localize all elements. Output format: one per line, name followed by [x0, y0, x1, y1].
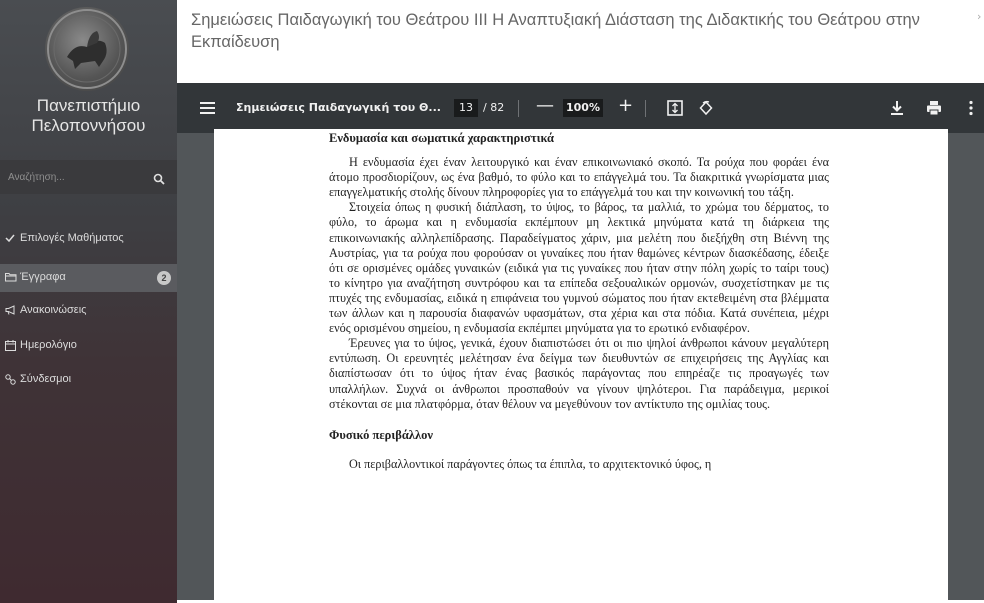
- calendar-icon: [5, 340, 16, 354]
- megaphone-icon: [5, 305, 17, 318]
- section-heading: Ενδυμασία και σωματικά χαρακτηριστικά: [329, 131, 555, 145]
- pdf-viewer: [177, 83, 984, 600]
- menu-icon[interactable]: [200, 100, 216, 119]
- paragraph: Η ενδυμασία έχει έναν λειτουργικό και έναν επικοινωνιακό σκοπό. Τα ρούχα που φοράει ένα άτομο προσδιορίζουν, ως ένα βαθμό, το φύλο και το επάγγελμά του. Τα διακριτικά γνωρίσματα μιας επαγγελματικής στολής δίνουν πληροφορίες για το επάγγελμά του και την κοινωνική του τάξη.: [329, 155, 829, 200]
- download-icon[interactable]: [890, 100, 904, 120]
- sidebar: [0, 0, 177, 603]
- zoom-out-button[interactable]: —: [536, 95, 554, 116]
- more-options-icon[interactable]: [969, 100, 973, 120]
- page-title: Σημειώσεις Παιδαγωγική του Θεάτρου ΙΙΙ Η Αναπτυξιακή Διάσταση της Διδακτικής του Θεάτρου στην Εκπαίδευση: [191, 11, 920, 51]
- sidebar-item-documents[interactable]: [0, 264, 177, 292]
- sidebar-item-label: Σύνδεσμοι: [20, 373, 72, 385]
- rotate-icon[interactable]: [698, 100, 714, 120]
- sidebar-search: [0, 160, 177, 194]
- link-icon: [5, 374, 16, 388]
- paragraph: Οι περιβαλλοντικοί παράγοντες όπως τα έπιπλα, το αρχιτεκτονικό ύφος, η: [349, 456, 712, 471]
- sidebar-item-links[interactable]: [0, 366, 177, 394]
- sidebar-item-label: Επιλογές Μαθήματος: [20, 232, 124, 244]
- chevron-right-icon: ›: [977, 10, 982, 23]
- university-name-line1: Πανεπιστήμιο: [36, 96, 141, 115]
- folder-icon: [5, 272, 17, 285]
- sidebar-item-label: Ανακοινώσεις: [20, 304, 87, 316]
- paragraph: Στοιχεία όπως η φυσική διάπλαση, το ύψος, το βάρος, τα μαλλιά, το χρώμα του δέρματος, το φύλο, το άρωμα και η ενδυμασία εκπέμπουν μη λεκτικά μηνύματα κατά τη διάρκεια της επικοινωνιακής αλληλεπίδρασης. Παραδείγματος χάριν, μια μελέτη που διεξήχθη στη Βιέννη της Αυστρίας, για τα ρούχα που φορούσαν οι γυναίκες που ήταν θαμώνες κέντρων διασκέδασης, έδειξε ότι σε ορισμένες ομάδες γυναικών (ειδικά για τις γυναίκες που ήταν στην πόλη χωρίς το ταίρι τους) το κίνητρο για αναζήτηση συντρόφου και τα επίπεδα σεξουαλικών ορμονών, συσχετίστηκαν με τις πτυχές της ενδυμασίας, ειδικά η επιφάνεια του γυμνού σώματος που ήταν εκτεθειμένη στα βλέμματα των άλλων και η παρουσία διαφανών υφασμάτων, στα χέρια και στα πόδια. Κατά συνέπεια, μέχρι ενός ορισμένου σημείου, η ενδυμασία εκπέμπει μηνύματα για το ερωτικό ενδιαφέρον.: [329, 200, 829, 336]
- toolbar-divider: [518, 100, 519, 117]
- sidebar-item-label: Ημερολόγιο: [20, 339, 77, 351]
- sidebar-item-calendar[interactable]: [0, 332, 177, 360]
- zoom-input[interactable]: 100%: [563, 99, 603, 117]
- count-badge: 2: [157, 271, 171, 285]
- search-icon[interactable]: [153, 170, 165, 189]
- section-heading: Φυσικό περιβάλλον: [329, 427, 433, 442]
- sidebar-item-announcements[interactable]: [0, 297, 177, 325]
- pdf-page-text: [329, 129, 829, 472]
- sidebar-item-course-options[interactable]: [0, 225, 177, 253]
- toolbar-divider: [645, 100, 646, 117]
- check-icon: [5, 233, 15, 246]
- university-logo[interactable]: [45, 7, 129, 91]
- fit-page-icon[interactable]: [667, 100, 683, 120]
- page-count: / 82: [483, 101, 505, 114]
- pdf-toolbar: [177, 83, 984, 133]
- search-input[interactable]: [8, 168, 148, 186]
- pdf-page: [214, 129, 948, 600]
- university-name-line2: Πελοποννήσου: [31, 116, 146, 135]
- paragraph: Έρευνες για το ύψος, γενικά, έχουν διαπιστώσει ότι οι πιο ψηλοί άνθρωποι κάνουν μεγαλύτερη εντύπωση. Οι ερευνητές μελέτησαν ένα δείγμα των διευθυντών σε επιχειρήσεις της Αγγλίας και διαπίστωσαν ότι το ύψος ήταν ένας βασικός παράγοντας που επηρέαζε τις προαγωγές των υπαλλήλων. Συχνά οι άνθρωποι προσπαθούν να γίνουν ψηλότεροι. Για παράδειγμα, μερικοί στέκονται σε μια πλατφόρμα, όταν θέλουν να μεγεθύνουν τον αντίκτυπο της ομιλίας τους.: [329, 336, 829, 411]
- print-icon[interactable]: [926, 100, 942, 120]
- sidebar-item-label: Έγγραφα: [20, 271, 66, 283]
- page-number-input[interactable]: 13: [454, 99, 478, 117]
- zoom-in-button[interactable]: +: [618, 95, 634, 116]
- pdf-document-title: Σημειώσεις Παιδαγωγική του Θ...: [236, 101, 441, 114]
